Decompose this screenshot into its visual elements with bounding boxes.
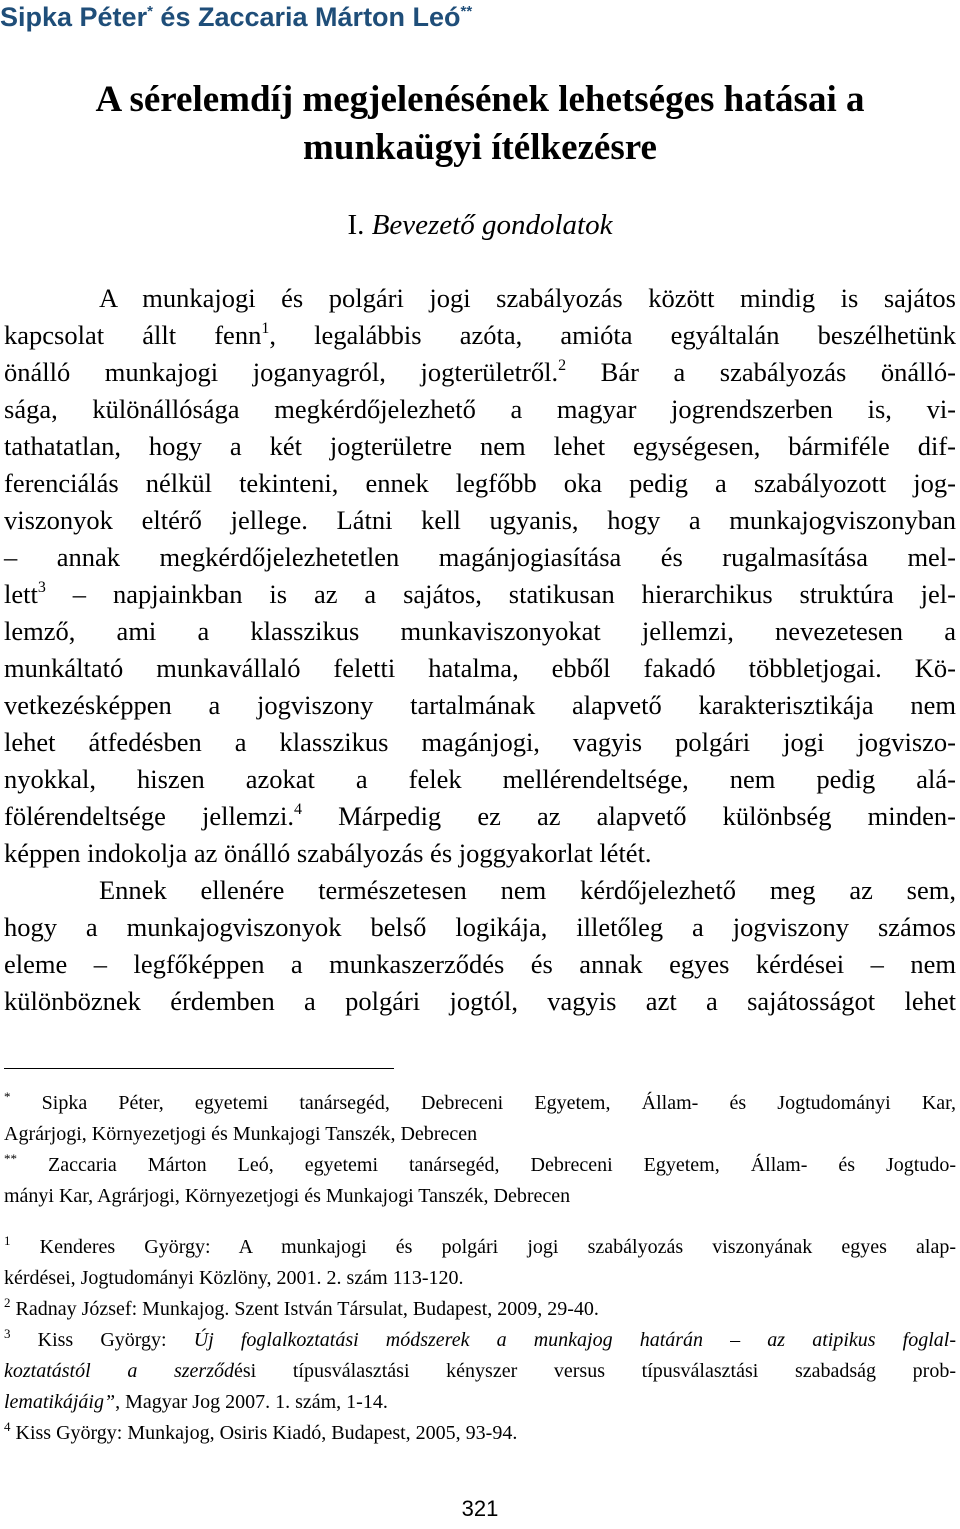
footnote-1: $^1$ Kenderes György: A munkajogi és polgári jogi szabályozás viszonyának egyes alap- <box>4 1233 956 1258</box>
body-line: viszonyok eltérő jellege. Látni kell ugyanis, hogy a munkajogviszonyban <box>4 505 956 535</box>
footnote-ref-1: 1 <box>261 320 270 337</box>
footnote-4: $^4$ Kiss György: Munkajog, Osiris Kiadó, Budapest, 2005, 93-94. <box>4 1419 518 1444</box>
footnote-author-2: ** Zaccaria Márton Leó, egyetemi tanársegéd, Debreceni Egyetem, Állam- és Jogtudo- <box>4 1151 956 1176</box>
section-title: Bevezető gondolatok <box>371 209 613 241</box>
author-2-footnote-mark: ** <box>460 3 473 20</box>
body-line: – annak megkérdőjelezhetetlen magánjogiasítása és rugalmasítása mel- <box>4 542 956 572</box>
footnote-line: lematikájáig”, Magyar Jog 2007. 1. szám, 1-14. <box>4 1391 388 1413</box>
section-number: I. <box>347 209 372 241</box>
body-line: tathatatlan, hogy a két jogterületre nem lehet egységesen, bármiféle dif- <box>4 431 956 461</box>
body-line: eleme – legfőképpen a munkaszerződés és annak egyes kérdései – nem <box>4 949 956 979</box>
body-line: képpen indokolja az önálló szabályozás és joggyakorlat létét. <box>4 838 652 868</box>
footnote-ref-2: 2 <box>558 357 567 374</box>
footnote-3: $^3$ Kiss György: Új foglalkoztatási módszerek a munkajog határán – az atipikus foglal- <box>4 1326 956 1351</box>
body-line: önálló munkajogi joganyagról, jogterületről.$^2$ Bár a szabályozás önálló- <box>4 357 956 387</box>
title-line-1: A sérelemdíj megjelenésének lehetséges hatásai a <box>95 79 865 120</box>
footnote-ref-3: 3 <box>37 579 46 596</box>
page-number: 321 <box>461 1496 499 1521</box>
footnote-2: $^2$ Radnay József: Munkajog. Szent István Társulat, Budapest, 2009, 29-40. <box>4 1295 599 1320</box>
author-2: Zaccaria Márton Leó <box>197 2 461 32</box>
body-line: ferenciálás nélkül tekinteni, ennek legfőbb oka pedig a szabályozott jog- <box>4 468 956 498</box>
article-title <box>20 76 940 172</box>
author-line <box>0 0 472 34</box>
footnote-line: kérdései, Jogtudományi Közlöny, 2001. 2. szám 113-120. <box>4 1267 464 1289</box>
footnote-author-1: * Sipka Péter, egyetemi tanársegéd, Debreceni Egyetem, Állam- és Jogtudományi Kar, <box>4 1089 956 1114</box>
body-line: munkáltató munkavállaló feletti hatalma, ebből fakadó többletjogai. Kö- <box>4 653 956 683</box>
body-line: kapcsolat állt fenn$^1$, legalábbis azóta, amióta egyáltalán beszélhetünk <box>4 320 957 350</box>
body-line: sága, különállósága megkérdőjelezhető a magyar jogrendszerben is, vi- <box>4 394 956 424</box>
author-1: Sipka Péter <box>0 2 148 32</box>
body-line: hogy a munkajogviszonyok belső logikája, illetőleg a jogviszony számos <box>4 912 956 942</box>
footnote-ref-4: 4 <box>294 801 302 818</box>
footnote-line: mányi Kar, Agrárjogi, Környezetjogi és Munkajogi Tanszék, Debrecen <box>4 1185 571 1207</box>
body-line: különböznek érdemben a polgári jogtól, vagyis azt a sajátosságot lehet <box>4 986 956 1016</box>
section-heading <box>0 205 960 245</box>
body-text <box>4 280 956 1020</box>
author-connector: és <box>152 2 198 32</box>
footnote-line: koztatástól a szerződési típusválasztási kényszer versus típusválasztási szabadság prob- <box>4 1360 956 1382</box>
body-line: Ennek ellenére természetesen nem kérdőjelezhető meg az sem, <box>99 875 956 905</box>
body-line: A munkajogi és polgári jogi szabályozás között mindig is sajátos <box>99 283 956 313</box>
footnotes <box>4 1088 956 1449</box>
author-1-footnote-mark: * <box>147 3 153 20</box>
body-line: lemző, ami a klasszikus munkaviszonyokat jellemzi, nevezetesen a <box>4 616 956 646</box>
body-line: fölérendeltsége jellemzi.$^4$ Márpedig ez az alapvető különbség minden- <box>4 801 956 831</box>
body-line: vetkezésképpen a jogviszony tartalmának alapvető karakterisztikája nem <box>4 690 956 720</box>
title-line-2: munkaügyi ítélkezésre <box>303 127 657 168</box>
footnote-line: Agrárjogi, Környezetjogi és Munkajogi Tanszék, Debrecen <box>4 1123 478 1145</box>
body-line: nyokkal, hiszen azokat a felek mellérendeltsége, nem pedig alá- <box>4 764 956 794</box>
footnote-separator <box>4 1068 394 1069</box>
body-line: lehet átfedésben a klasszikus magánjogi, vagyis polgári jogi jogviszo- <box>4 727 956 757</box>
body-line: lett$^3$ – napjainkban is az a sajátos, statikusan hierarchikus struktúra jel- <box>4 579 956 609</box>
